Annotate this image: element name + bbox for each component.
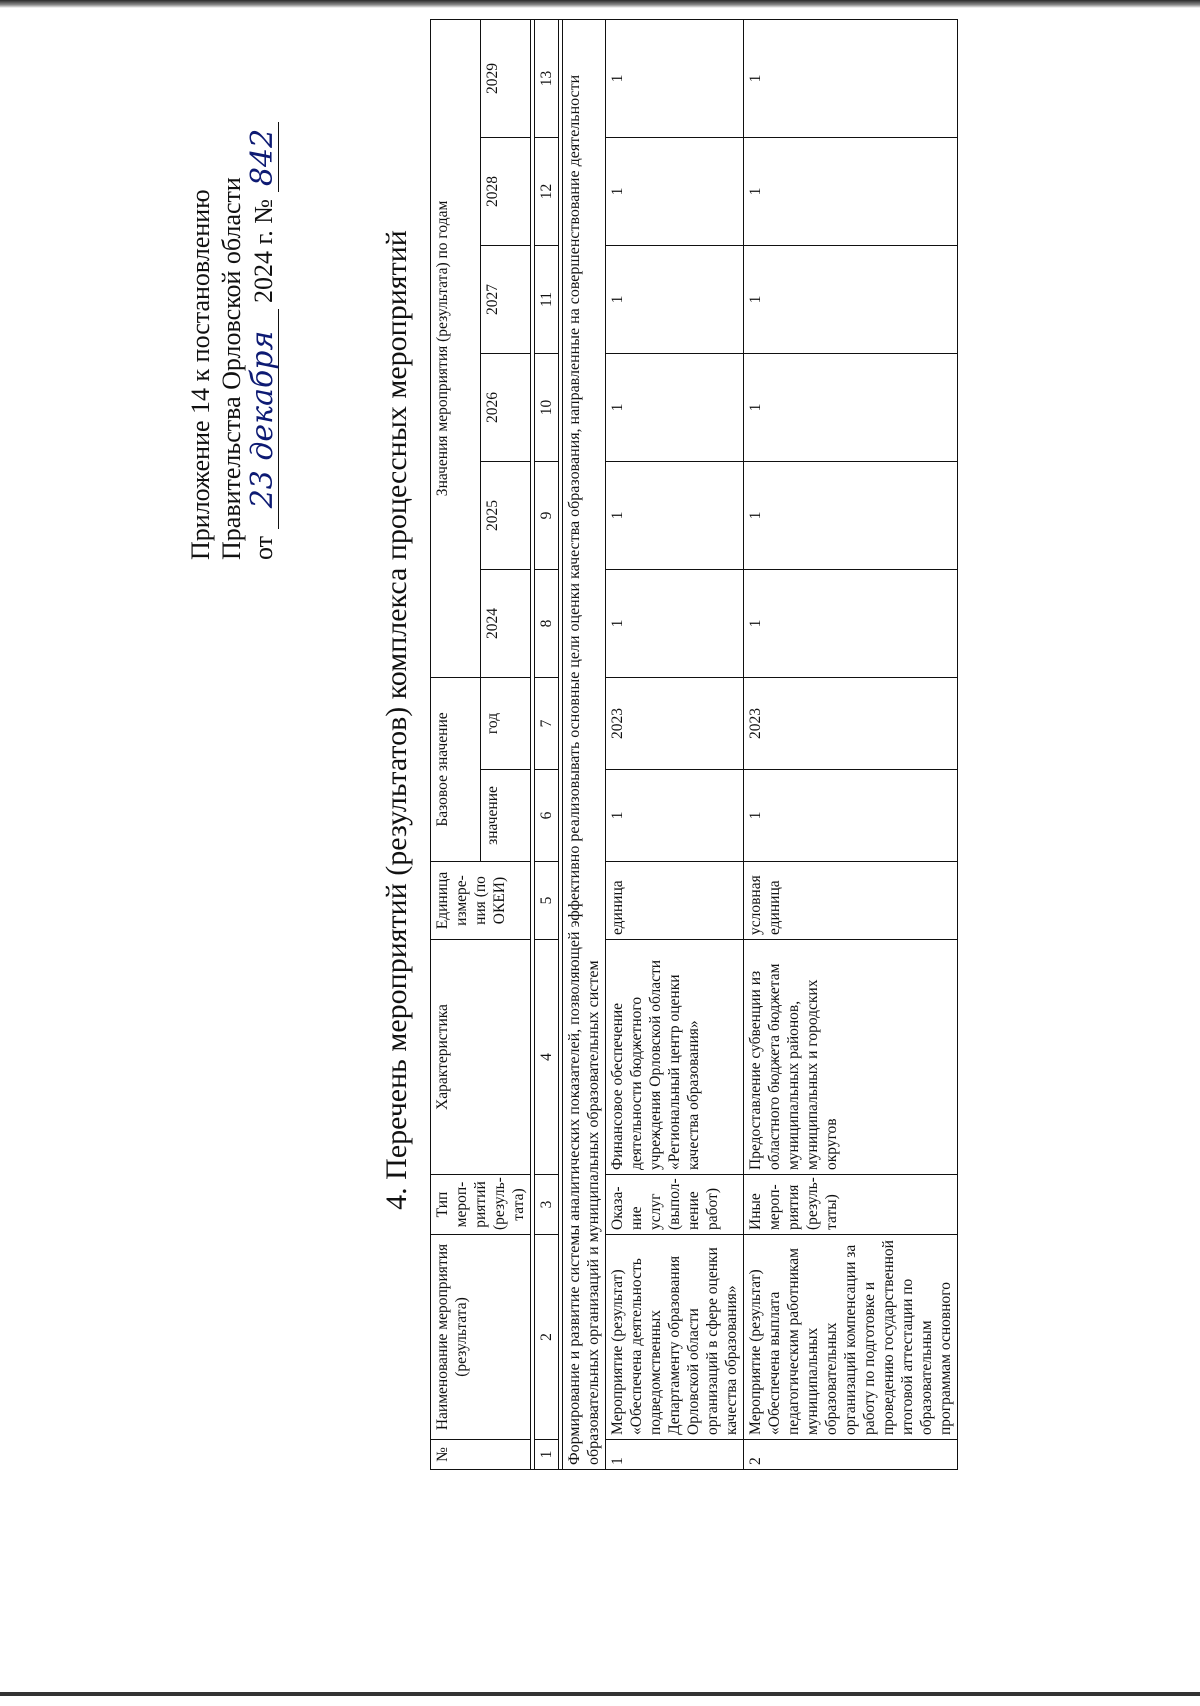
column-number: 13 xyxy=(535,19,559,137)
header-name: Наименование мероприятия (результата) xyxy=(431,1235,531,1440)
table-row xyxy=(606,19,744,1469)
column-number: 5 xyxy=(535,862,559,940)
column-number: 12 xyxy=(535,137,559,245)
column-number: 4 xyxy=(535,940,559,1175)
row-base-year: 2023 xyxy=(606,677,744,769)
header-base-year: год xyxy=(481,677,531,769)
column-number: 7 xyxy=(535,677,559,769)
row-base-value: 1 xyxy=(744,770,958,862)
row-value: 1 xyxy=(606,461,744,569)
header-values: Значения мероприятия (результата) по годам xyxy=(431,19,481,677)
column-number-row xyxy=(535,19,559,1469)
header-base: Базовое значение xyxy=(431,677,481,861)
row-unit: единица xyxy=(606,862,744,940)
row-value: 1 xyxy=(606,353,744,461)
row-value: 1 xyxy=(744,19,958,137)
column-number: 3 xyxy=(535,1175,559,1235)
header-year: 2027 xyxy=(481,245,531,353)
date-prefix: от xyxy=(249,535,278,560)
column-number: 8 xyxy=(535,569,559,677)
column-number: 10 xyxy=(535,353,559,461)
header-num: № xyxy=(431,1440,531,1470)
measures-table xyxy=(430,19,958,1470)
column-number: 6 xyxy=(535,770,559,862)
column-number: 1 xyxy=(535,1440,559,1470)
header-year: 2028 xyxy=(481,137,531,245)
row-base-year: 2023 xyxy=(744,677,958,769)
column-number: 11 xyxy=(535,245,559,353)
header-characteristic: Характеристика xyxy=(431,940,531,1175)
row-value: 1 xyxy=(606,137,744,245)
header-unit: Единица измере- ния (по ОКЕИ) xyxy=(431,862,531,940)
appendix-date-line xyxy=(247,40,279,560)
scan-edge-bottom xyxy=(0,1692,1200,1696)
row-value: 1 xyxy=(606,19,744,137)
row-value: 1 xyxy=(744,461,958,569)
row-value: 1 xyxy=(744,137,958,245)
appendix-header xyxy=(185,40,279,560)
document-title: 4. Перечень мероприятий (результатов) комплекса процессных мероприятий xyxy=(380,230,413,1210)
row-num: 1 xyxy=(606,1440,744,1470)
header-year: 2029 xyxy=(481,19,531,137)
section-text: Формирование и развитие системы аналитических показателей, позволяющей эффективно реализовывать основные цели оценки качества образования, направленные на совершенствование деятельности образовательных организаций и муниципальных образовательных систем xyxy=(563,19,606,1469)
handwritten-date: 23 декабря xyxy=(247,309,279,529)
header-row-1 xyxy=(431,19,481,1469)
header-year: 2025 xyxy=(481,461,531,569)
row-value: 1 xyxy=(744,569,958,677)
row-value: 1 xyxy=(606,569,744,677)
row-base-value: 1 xyxy=(606,770,744,862)
handwritten-number: 842 xyxy=(247,122,279,192)
row-value: 1 xyxy=(744,353,958,461)
row-num: 2 xyxy=(744,1440,958,1470)
section-row xyxy=(563,19,606,1469)
header-type: Тип мероп- риятий (резуль- тата) xyxy=(431,1175,531,1235)
appendix-line-2: Правительства Орловской области xyxy=(217,177,246,560)
row-characteristic: Финансовое обеспечение деятельности бюджетного учреждения Орловской области «Региональный центр оценки качества образования» xyxy=(606,940,744,1175)
header-base-value: значение xyxy=(481,770,531,862)
row-characteristic: Предоставление субвенции из областного бюджета бюджетам муниципальных районов, муниципальных и городских округов xyxy=(744,940,958,1175)
date-year: 2024 г. № xyxy=(249,198,278,303)
row-name: Мероприятие (результат) «Обеспечена выплата педагогическим работникам муниципальных образовательных организаций компенсации за работу по подготовке и проведению государственной итоговой аттестации по образовательным программам основного xyxy=(744,1235,958,1440)
appendix-line-1: Приложение 14 к постановлению xyxy=(186,189,215,560)
column-number: 2 xyxy=(535,1235,559,1440)
row-type: Оказа- ние услуг (выпол- нение работ) xyxy=(606,1175,744,1235)
row-name: Мероприятие (результат) «Обеспечена деятельность подведомственных Департаменту образования Орловской области организаций в сфере оценки качества образования» xyxy=(606,1235,744,1440)
header-year: 2026 xyxy=(481,353,531,461)
table-row xyxy=(744,19,958,1469)
column-number: 9 xyxy=(535,461,559,569)
row-value: 1 xyxy=(606,245,744,353)
row-unit: условная единица xyxy=(744,862,958,940)
row-type: Иные мероп- риятия (резуль- таты) xyxy=(744,1175,958,1235)
row-value: 1 xyxy=(744,245,958,353)
header-year: 2024 xyxy=(481,569,531,677)
